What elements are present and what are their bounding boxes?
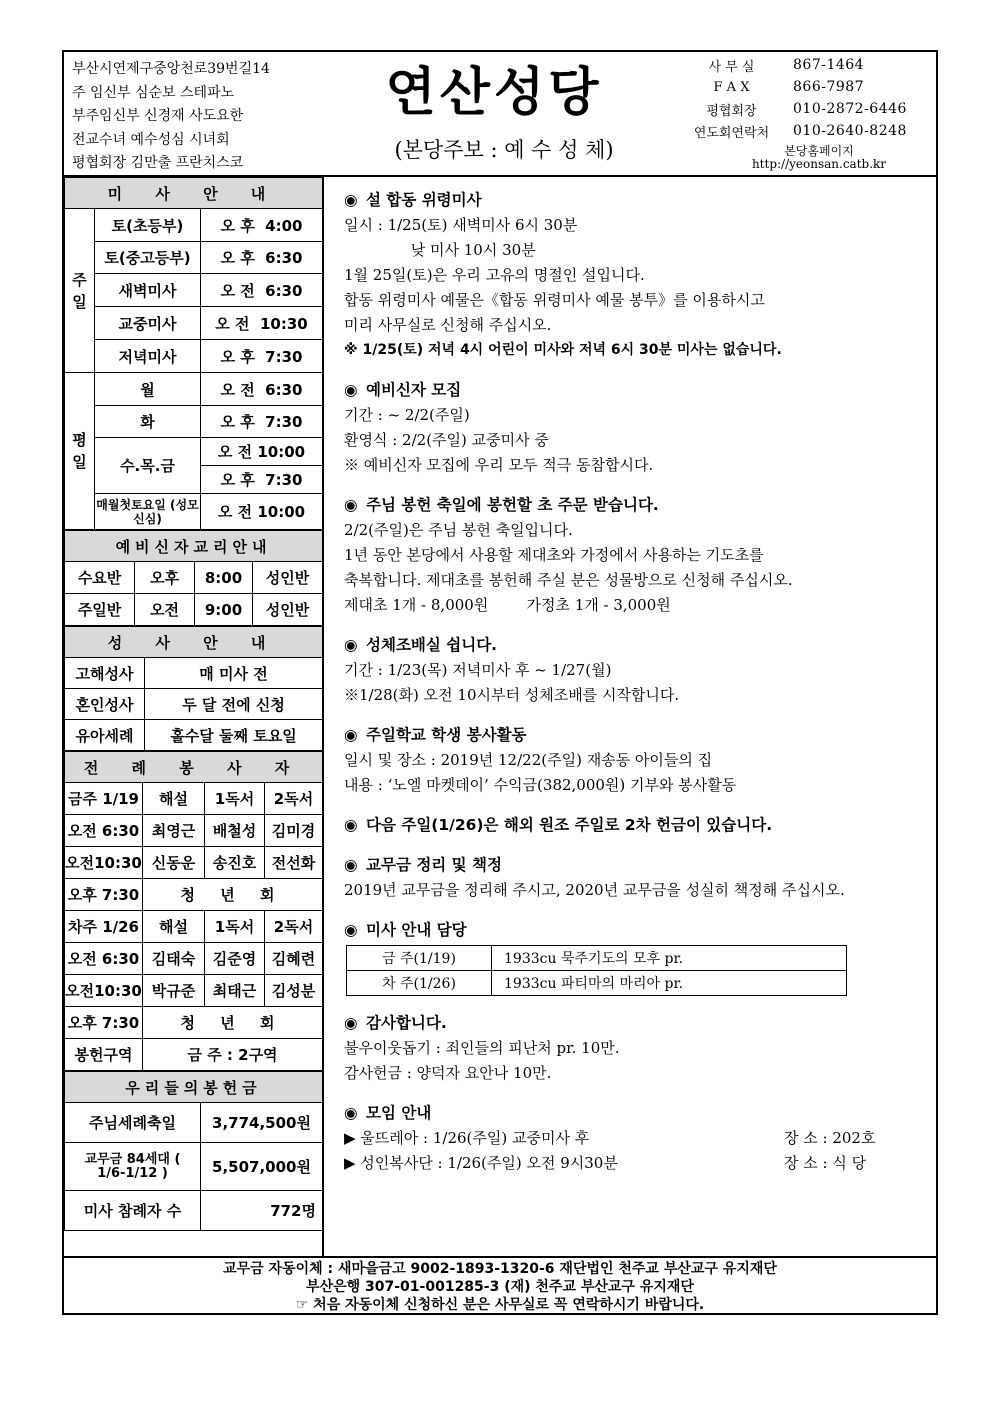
mass-name: 교중미사 [95,307,201,340]
liturgy-table [64,751,323,1071]
liturgy-time: 오후 7:30 [65,1007,143,1039]
footer [64,1256,936,1313]
notice-line: 축복합니다. 제대초를 봉헌해 주실 분은 성물방으로 신청해 주십시오. [344,571,793,589]
notice-line: 제대초 1개 - 8,000원 가정초 1개 - 3,000원 [344,596,671,614]
guide-group: 1933cu 묵주기도의 모후 pr. [492,946,847,971]
liturgy-role: 1독서 [205,911,265,943]
liturgy-week: 차주 1/26 [65,911,143,943]
mass-name: 토(중고등부) [95,242,201,274]
liturgy-person: 김태숙 [143,943,205,975]
notice-line: 2019년 교무금을 정리해 주시고, 2020년 교무금을 성실히 책정해 주십시오. [344,881,845,899]
bullet-icon: ◉ [344,1104,358,1122]
liturgy-time: 오전 6:30 [65,815,143,847]
offering-label: 미사 참례자 수 [65,1191,201,1231]
liturgy-person: 김성분 [265,975,323,1007]
notice-title: ◉ 주님 봉헌 축일에 봉헌할 초 주문 받습니다. [344,492,936,518]
meeting-row [344,1126,936,1151]
offering-amount: 5,507,000원 [201,1143,323,1191]
mass-name: 저녁미사 [95,340,201,373]
liturgy-person: 김미경 [265,815,323,847]
notice-line: 낮 미사 10시 30분 [344,241,536,259]
mass-name: 월 [95,373,201,406]
notice-title: ◉ 다음 주일(1/26)은 해외 원조 주일로 2차 헌금이 있습니다. [344,812,936,838]
notice-line: 2/2(주일)은 주님 봉헌 축일입니다. [344,521,573,539]
offering-title: 우리들의봉헌금 [65,1072,323,1103]
homepage [704,145,934,171]
meeting-row [344,1151,936,1176]
class-group: 성인반 [253,594,323,626]
liturgy-person: 전선화 [265,847,323,879]
footer-line: 부산은행 307-01-001285-3 (재) 천주교 부산교구 유지재단 [306,1279,694,1295]
sacrament-value: 매 미사 전 [145,658,323,689]
bullet-icon: ◉ [344,1014,358,1032]
notice-title: ◉ 감사합니다. [344,1010,936,1036]
contact-label: 사 무 실 [708,59,755,75]
offering-label: 교무금 84세대 ( 1/6-1/12 ) [65,1143,201,1191]
notice-line: 1년 동안 본당에서 사용할 제대초와 가정에서 사용하는 기도초를 [344,546,764,564]
meeting-place: 장 소 : 202호 [784,1129,876,1147]
guide-week: 금 주(1/19) [347,946,492,971]
parish-title: 연산성당 [385,63,603,123]
notice-title: ◉ 성체조배실 쉽니다. [344,632,936,658]
notice-item [344,1100,936,1176]
liturgy-person: 김준영 [205,943,265,975]
liturgy-title: 전 례 봉 사 자 [65,752,323,783]
mass-name: 새벽미사 [95,274,201,307]
contact-label: F A X [713,79,750,95]
guide-week: 차 주(1/26) [347,971,492,996]
notice-item [344,917,936,996]
notice-item [344,632,936,708]
notice-item [344,852,936,903]
contact-value: 867-1464 [793,57,865,73]
bullet-icon: ◉ [344,921,358,939]
footer-line: ☞ 처음 자동이체 신청하신 분은 사무실로 꼭 연락하시기 바랍니다. [295,1297,705,1313]
class-group: 성인반 [253,562,323,594]
offering-label: 주님세례축일 [65,1103,201,1143]
offering-area-value: 금 주 : 2구역 [143,1039,323,1071]
notice-title: ◉ 미사 안내 담당 [344,917,936,943]
notice-line: 일시 및 장소 : 2019년 12/22(주일) 재송동 아이들의 집 [344,751,713,769]
notice-item [344,722,936,798]
bullet-icon: ◉ [344,726,358,744]
catechumen-table [64,530,323,626]
mass-name: 수.목.금 [95,438,201,494]
pastor: 주 임신부 심순보 스테파노 [72,84,235,101]
offering-amount: 772명 [201,1191,323,1231]
bullet-icon: ◉ [344,191,358,209]
catechumen-title: 예비신자교리안내 [65,531,323,562]
class-ampm: 오후 [135,562,195,594]
mass-name: 토(초등부) [95,209,201,242]
mass-time: 오 후 7:30 [201,406,323,438]
liturgy-person: 김혜련 [265,943,323,975]
notice-line: 1월 25일(토)은 우리 고유의 명절인 설입니다. [344,266,645,284]
class-time: 8:00 [195,562,253,594]
notice-line: 불우이웃돕기 : 죄인들의 피난처 pr. 10만. [344,1039,620,1057]
liturgy-role: 해설 [143,783,205,815]
liturgy-time: 오전10:30 [65,975,143,1007]
contact-value: 010-2872-6446 [793,101,907,117]
main-content [324,177,936,1256]
bulletin-subtitle: (본당주보 : 예 수 성 체) [394,138,614,162]
offering-amount: 3,774,500원 [201,1103,323,1143]
mass-time: 오 후 7:30 [201,466,323,494]
liturgy-person: 송진호 [205,847,265,879]
liturgy-role: 1독서 [205,783,265,815]
mass-title: 미 사 안 내 [65,178,323,209]
meeting-place: 장 소 : 식 당 [784,1154,867,1172]
contact-value: 010-2640-8248 [793,123,907,139]
mass-schedule-table [64,177,323,530]
mass-time: 오 후 4:00 [201,209,323,242]
notice-item [344,1010,936,1086]
sacrament-title: 성 사 안 내 [65,627,323,658]
class-time: 9:00 [195,594,253,626]
header [64,52,936,177]
notice-item [344,812,936,838]
liturgy-role: 해설 [143,911,205,943]
guide-group: 1933cu 파티마의 마리아 pr. [492,971,847,996]
footer-line: 교무금 자동이체 : 새마을금고 9002-1893-1320-6 재단법인 천주교 부산교구 유지재단 [223,1261,777,1277]
notice-title: ◉ 교무금 정리 및 책정 [344,852,936,878]
mass-time: 오 전 10:00 [201,438,323,466]
sidebar [64,177,324,1256]
mass-time: 오 전 10:00 [201,494,323,530]
mass-time: 오 후 7:30 [201,340,323,373]
bullet-icon: ◉ [344,496,358,514]
notice-line: 합동 위령미사 예물은《합동 위령미사 예물 봉투》를 이용하시고 [344,291,765,309]
notice-item [344,187,936,363]
notice-item [344,377,936,478]
bullet-icon: ◉ [344,816,358,834]
liturgy-group: 청 년 회 [143,1007,323,1039]
sacrament-value: 두 달 전에 신청 [145,689,323,720]
liturgy-time: 오전 6:30 [65,943,143,975]
liturgy-time: 오전10:30 [65,847,143,879]
liturgy-person: 최영근 [143,815,205,847]
liturgy-role: 2독서 [265,783,323,815]
mass-time: 오 전 6:30 [201,373,323,406]
notice-line: ※ 1/25(토) 저녁 4시 어린이 미사와 저녁 6시 30분 미사는 없습니다. [344,342,782,358]
bullet-icon: ◉ [344,856,358,874]
class-ampm: 오전 [135,594,195,626]
mass-name: 매월첫토요일 (성모신심) [95,494,201,530]
class-day: 수요반 [65,562,135,594]
homepage-label: 본당홈페이지 [784,144,854,158]
offering-area-label: 봉헌구역 [65,1039,143,1071]
mass-time: 오 후 6:30 [201,242,323,274]
liturgy-week: 금주 1/19 [65,783,143,815]
offering-table [64,1071,323,1231]
contact-value: 866-7987 [793,79,865,95]
notice-line: 일시 : 1/25(토) 새벽미사 6시 30분 [344,216,578,234]
notice-title: ◉ 모임 안내 [344,1100,936,1126]
meeting-info: ▶ 울뜨레아 : 1/26(주일) 교중미사 후 [344,1129,590,1147]
liturgy-person: 배철성 [205,815,265,847]
meeting-info: ▶ 성인복사단 : 1/26(주일) 오전 9시30분 [344,1154,618,1172]
notice-line: ※ 예비신자 모집에 우리 모두 적극 동참합시다. [344,456,654,474]
class-day: 주일반 [65,594,135,626]
weekday-label: 평 일 [65,373,95,530]
council-president: 평협회장 김만출 프란치스코 [72,155,244,171]
sacrament-name: 유아세례 [65,720,145,751]
notice-title: ◉ 예비신자 모집 [344,377,936,403]
notice-line: 감사헌금 : 양덕자 요안나 10만. [344,1064,552,1082]
address: 부산시연제구중앙천로39번길14 [72,61,270,77]
sacrament-name: 고해성사 [65,658,145,689]
mass-name: 화 [95,406,201,438]
notice-line: 미리 사무실로 신청해 주십시오. [344,316,552,334]
notice-line: 환영식 : 2/2(주일) 교중미사 중 [344,431,549,449]
sister: 전교수녀 예수성심 시녀회 [72,131,230,148]
mass-time: 오 전 10:30 [201,307,323,340]
notice-line: 기간 : ~ 2/2(주일) [344,406,470,424]
liturgy-time: 오후 7:30 [65,879,143,911]
sacrament-value: 홀수달 둘째 토요일 [145,720,323,751]
liturgy-person: 최태근 [205,975,265,1007]
bullet-icon: ◉ [344,381,358,399]
contact-label: 평협회장 [706,103,757,119]
sacrament-name: 혼인성사 [65,689,145,720]
bulletin-page [62,50,938,1315]
contact-label: 연도회연락처 [693,125,770,141]
mass-time: 오 전 6:30 [201,274,323,307]
liturgy-role: 2독서 [265,911,323,943]
notice-line: ※1/28(화) 오전 10시부터 성체조배를 시작합니다. [344,686,680,704]
notice-title: ◉ 설 합동 위령미사 [344,187,936,213]
notice-line: 내용 : ‘노엘 마켓데이’ 수익금(382,000원) 기부와 봉사활동 [344,776,737,794]
contacts [684,54,934,142]
bullet-icon: ◉ [344,636,358,654]
mass-guide-table [346,945,847,996]
notice-line: 기간 : 1/23(목) 저녁미사 후 ~ 1/27(월) [344,661,612,679]
sunday-label: 주 일 [65,209,95,373]
liturgy-person: 신동운 [143,847,205,879]
sacrament-table [64,626,323,751]
assistant-pastor: 부주임신부 신경재 사도요한 [72,108,244,124]
liturgy-group: 청 년 회 [143,879,323,911]
homepage-url[interactable]: http://yeonsan.catb.kr [751,157,887,171]
notice-item [344,492,936,618]
liturgy-person: 박규준 [143,975,205,1007]
notice-title: ◉ 주일학교 학생 봉사활동 [344,722,936,748]
parish-info [72,58,332,176]
